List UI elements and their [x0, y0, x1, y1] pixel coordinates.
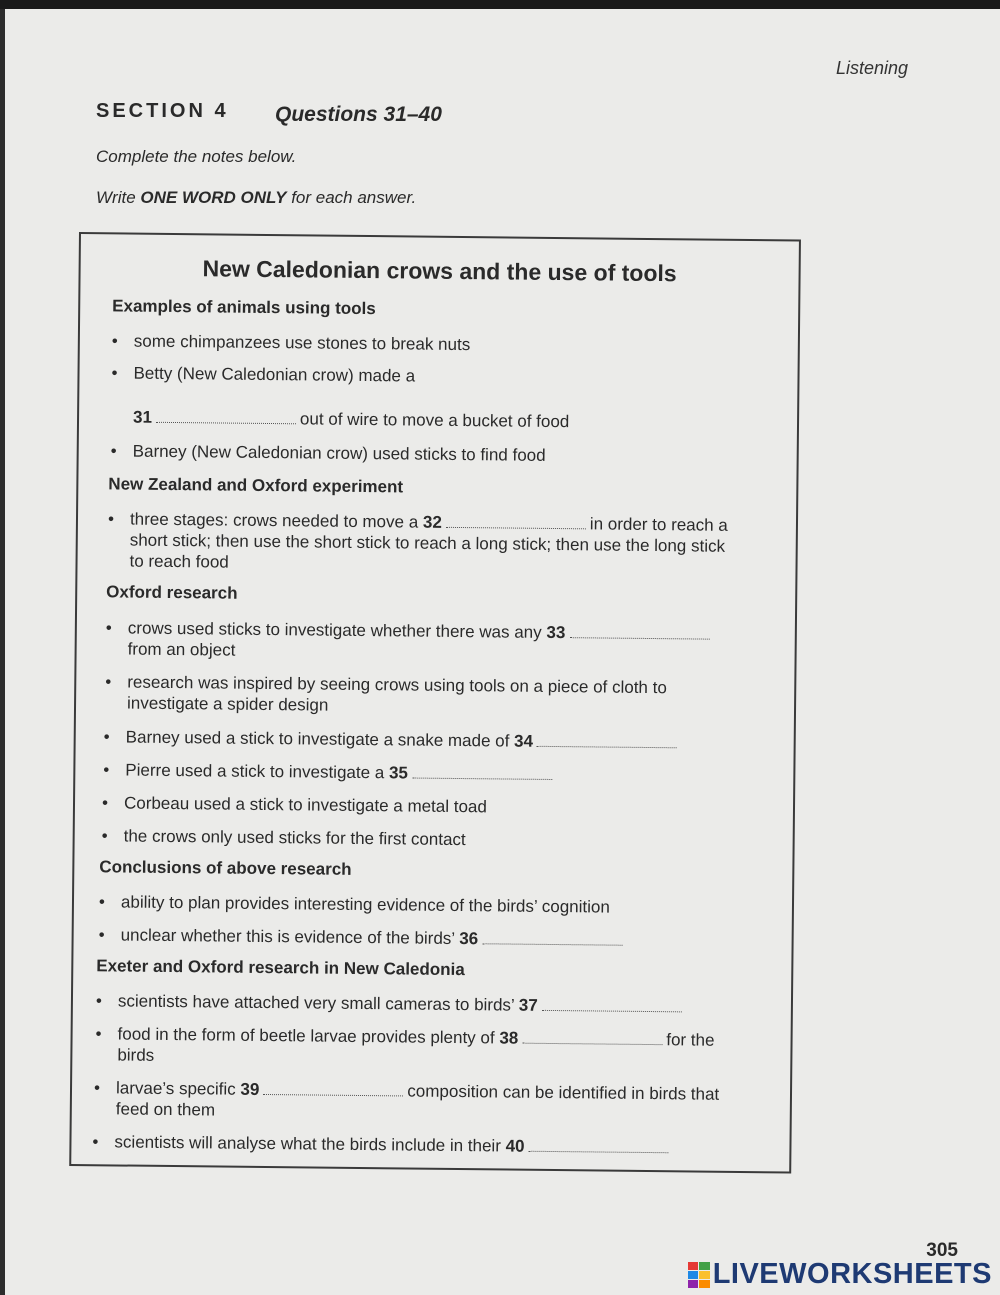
answer-blank-40[interactable] [529, 1138, 669, 1153]
list-item: • larvae’s specific 39 composition can be identified in birds that [93, 1078, 720, 1104]
list-item: • scientists have attached very small cameras to birds’ 37 [118, 990, 686, 1017]
answer-blank-39[interactable] [263, 1081, 403, 1096]
logo-text: LIVEWORKSHEETS [712, 1258, 992, 1290]
answer-blank-38[interactable] [522, 1030, 662, 1045]
page-header: Listening [835, 58, 908, 78]
liveworksheets-logo[interactable] [688, 1258, 992, 1291]
answer-blank-31[interactable] [156, 409, 296, 424]
list-item: • three stages: crows needed to move a 32 in order to reach a [107, 509, 728, 535]
logo-tile [688, 1262, 699, 1270]
answer-blank-35[interactable] [412, 765, 552, 780]
answer-blank-34[interactable] [537, 733, 677, 748]
list-item: • Barney used a stick to investigate a snake made of 34 [126, 727, 682, 754]
logo-tile [699, 1280, 710, 1288]
list-item: • Barney (New Caledonian crow) used sticks to find food [110, 441, 546, 465]
heading-conclusions: Conclusions of above research [99, 857, 352, 879]
list-item: • unclear whether this is evidence of the birds’ 36 [121, 924, 627, 950]
top-border [0, 0, 1000, 9]
list-item-continuation: investigate a spider design [126, 693, 329, 715]
left-border [0, 9, 5, 1295]
notes-box [69, 232, 801, 1174]
list-item: • Pierre used a stick to investigate a 35 [125, 760, 556, 786]
list-item: • Corbeau used a stick to investigate a metal toad [101, 793, 487, 817]
list-item: • research was inspired by seeing crows using tools on a piece of cloth to [105, 672, 667, 698]
logo-tile [688, 1271, 699, 1279]
list-item-continuation: to reach food [129, 551, 229, 572]
list-item: • some chimpanzees use stones to break nuts [111, 331, 471, 355]
page-number: 305 [926, 1240, 958, 1261]
list-item: • food in the form of beetle larvae provides plenty of 38 for the [95, 1024, 715, 1050]
notes-title: New Caledonian crows and the use of tools [202, 255, 677, 287]
instruction-complete: Complete the notes below. [96, 147, 297, 166]
instruction-word-limit: Write ONE WORD ONLY for each answer. [96, 188, 417, 207]
logo-tile [699, 1271, 710, 1279]
heading-new-zealand: New Zealand and Oxford experiment [108, 474, 404, 497]
answer-blank-33[interactable] [569, 624, 709, 639]
logo-grid-icon [688, 1262, 710, 1288]
list-item-continuation: birds [117, 1045, 155, 1065]
list-item: • the crows only used sticks for the first contact [101, 826, 466, 850]
answer-blank-36[interactable] [482, 930, 622, 945]
heading-exeter: Exeter and Oxford research in New Caledonia [96, 956, 465, 980]
answer-blank-32[interactable] [446, 514, 586, 529]
list-item: • crows used sticks to investigate whether there was any 33 [128, 618, 714, 645]
heading-oxford: Oxford research [106, 582, 238, 603]
heading-examples: Examples of animals using tools [112, 296, 376, 319]
list-item-continuation: 31 out of wire to move a bucket of food [132, 407, 570, 432]
list-item: • Betty (New Caledonian crow) made a [111, 363, 416, 386]
logo-tile [699, 1262, 710, 1270]
section-title: SECTION 4 [96, 100, 229, 122]
list-item: • ability to plan provides interesting evidence of the birds’ cognition [98, 892, 610, 917]
logo-tile [688, 1280, 699, 1288]
list-item-continuation: from an object [127, 639, 236, 660]
questions-range: Questions 31–40 [275, 103, 442, 126]
list-item-continuation: short stick; then use the short stick to reach a long stick; then use the long stick [129, 530, 726, 556]
list-item: • scientists will analyse what the birds include in their 40 [114, 1131, 672, 1158]
answer-blank-37[interactable] [542, 997, 682, 1012]
list-item-continuation: feed on them [115, 1099, 216, 1120]
